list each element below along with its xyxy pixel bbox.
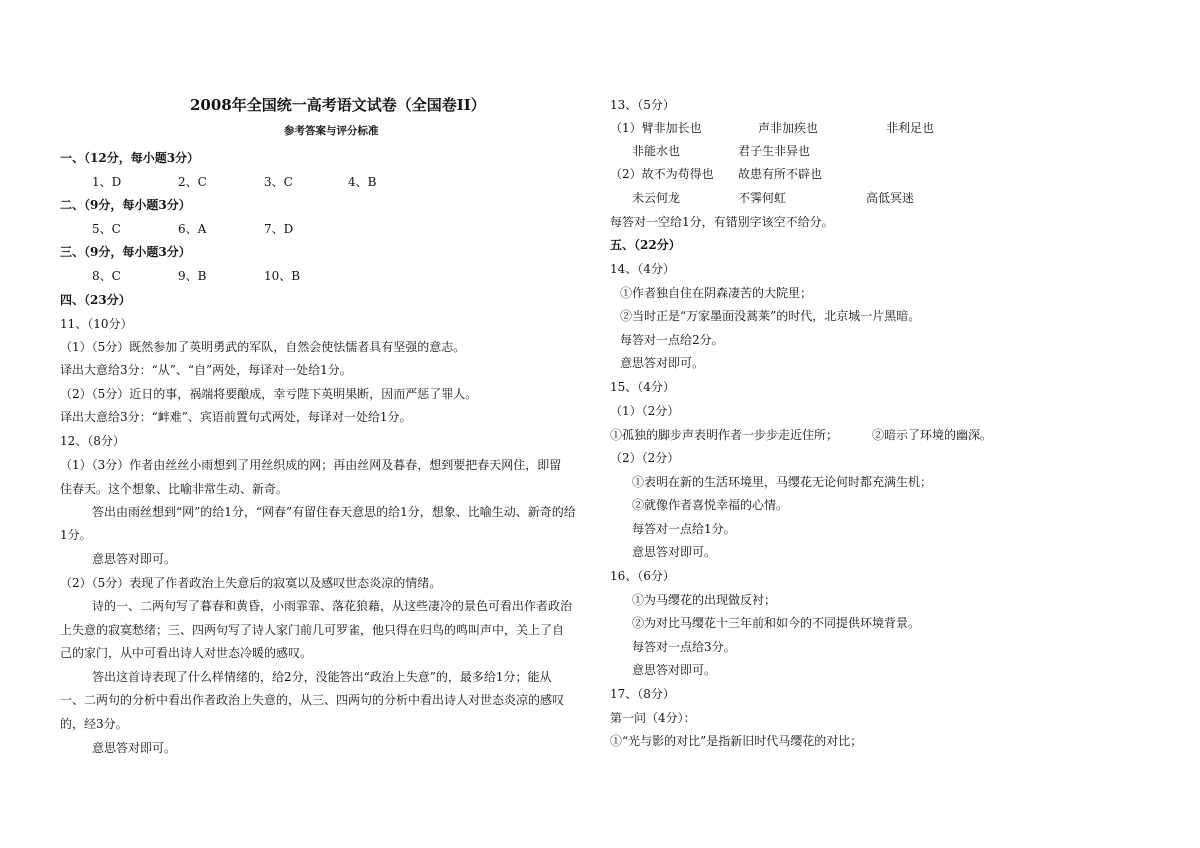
answer-text: ①作者独自住在阴森凄苦的大院里； [620, 286, 813, 300]
question-heading: 17、（8分） [610, 687, 675, 701]
answer-text: （1）（3分）作者由丝丝小雨想到了用丝织成的网；再由丝网及暮春，想到要把春天网住，即留 [60, 458, 562, 472]
answer-item: 非能水也 [632, 144, 681, 158]
answer-text: ①“光与影的对比”是指新旧时代马缨花的对比； [610, 734, 863, 748]
question-heading: 12、（8分） [60, 434, 125, 448]
section-5-heading: 五、（22分） [610, 238, 681, 252]
answer-text: 住春天。这个想象、比喻非常生动、新奇。 [60, 482, 289, 496]
scoring-note: 答出由雨丝想到“网”的给1分，“网春”有留住春天意思的给1分，想象、比喻生动、新奇的给 [92, 505, 576, 519]
answer-item: 5、C [92, 222, 121, 236]
answer-item: 3、C [264, 175, 293, 189]
answer-item: 非利足也 [886, 121, 935, 135]
answer-item: （2）故不为苟得也 [610, 167, 714, 181]
scoring-note: 译出大意给3分：“从”、“自”两处，每译对一处给1分。 [60, 363, 352, 377]
answer-item: 1、D [92, 175, 122, 189]
answer-item: 未云何龙 [632, 191, 681, 205]
scoring-note: 的，经3分。 [60, 717, 128, 731]
question-heading: 15、（4分） [610, 380, 675, 394]
answer-item: 10、B [264, 269, 301, 283]
answer-text: ②当时正是“万家墨面没蒿莱”的时代，北京城一片黑暗。 [620, 309, 921, 323]
section-2-heading: 二、（9分，每小题3分） [60, 198, 191, 212]
answer-text: ①为马缨花的出现做反衬； [632, 593, 777, 607]
answer-item: 9、B [178, 269, 207, 283]
scoring-note: 意思答对即可。 [632, 663, 717, 677]
question-heading: 13、（5分） [610, 98, 675, 112]
answer-item: 声非加疾也 [758, 121, 819, 135]
answer-text: ①表明在新的生活环境里，马缨花无论何时都充满生机； [632, 475, 933, 489]
answer-text: 诗的一、二两句写了暮春和黄昏，小雨霏霏、落花狼藉，从这些凄冷的景色可看出作者政治 [92, 599, 573, 613]
scoring-note: 每答对一点给2分。 [620, 333, 724, 347]
scoring-note: 一、二两句的分析中看出作者政治上失意的，从三、四两句的分析中看出诗人对世态炎凉的感叹 [60, 693, 565, 707]
answer-text: ②为对比马缨花十三年前和如今的不同提供环境背景。 [632, 616, 921, 630]
page-subtitle: 参考答案与评分标准 [284, 125, 379, 137]
section-4-heading: 四、（23分） [60, 293, 131, 307]
answer-item: 4、B [348, 175, 377, 189]
answer-item: 7、D [264, 222, 294, 236]
answer-item: （1）臂非加长也 [610, 121, 702, 135]
scoring-note: 意思答对即可。 [620, 356, 705, 370]
page-title: 2008年全国统一高考语文试卷（全国卷II） [190, 96, 486, 114]
scoring-note: 每答对一点给1分。 [632, 522, 736, 536]
sub-question-heading: （2）（2分） [610, 451, 680, 465]
scoring-note: 每答对一空给1分，有错别字该空不给分。 [610, 215, 834, 229]
scoring-note: 答出这首诗表现了什么样情绪的，给2分，没能答出“政治上失意”的，最多给1分；能从 [92, 670, 552, 684]
section-1-heading: 一、（12分，每小题3分） [60, 151, 200, 165]
answer-text: （2）（5分）近日的事，祸端将要酿成，幸亏陛下英明果断，因而严惩了罪人。 [60, 387, 478, 401]
question-heading: 14、（4分） [610, 262, 675, 276]
answer-item: 6、A [178, 222, 207, 236]
question-heading: 11、（10分） [60, 317, 133, 331]
scoring-note: 意思答对即可。 [92, 552, 177, 566]
answer-item: 8、C [92, 269, 121, 283]
answer-text: ①孤独的脚步声表明作者一步步走近住所； [610, 428, 839, 442]
scoring-note: 意思答对即可。 [92, 741, 177, 755]
answer-text: （1）（5分）既然参加了英明勇武的军队，自然会使怯懦者具有坚强的意志。 [60, 340, 466, 354]
answer-item: 高低冥迷 [866, 191, 915, 205]
question-heading: 16、（6分） [610, 569, 675, 583]
answer-text: ②暗示了环境的幽深。 [872, 428, 993, 442]
scoring-note: 1分。 [60, 528, 92, 542]
scoring-note: 每答对一点给3分。 [632, 640, 736, 654]
scoring-note: 译出大意给3分：“衅难”、宾语前置句式两处，每译对一处给1分。 [60, 410, 412, 424]
answer-item: 2、C [178, 175, 207, 189]
section-3-heading: 三、（9分，每小题3分） [60, 245, 191, 259]
answer-item: 不霁何虹 [738, 191, 787, 205]
answer-item: 君子生非异也 [738, 144, 811, 158]
answer-text: （2）（5分）表现了作者政治上失意后的寂寞以及感叹世态炎凉的情绪。 [60, 576, 442, 590]
answer-text: ②就像作者喜悦幸福的心情。 [632, 498, 789, 512]
answer-text: 己的家门，从中可看出诗人对世态冷暖的感叹。 [60, 646, 313, 660]
sub-question-heading: 第一问（4分）： [610, 711, 696, 725]
sub-question-heading: （1）（2分） [610, 404, 680, 418]
answer-item: 故患有所不辟也 [738, 167, 823, 181]
answer-text: 上失意的寂寞愁绪；三、四两句写了诗人家门前几可罗雀，他只得在归鸟的鸣叫声中，关上了自 [60, 623, 565, 637]
scoring-note: 意思答对即可。 [632, 545, 717, 559]
